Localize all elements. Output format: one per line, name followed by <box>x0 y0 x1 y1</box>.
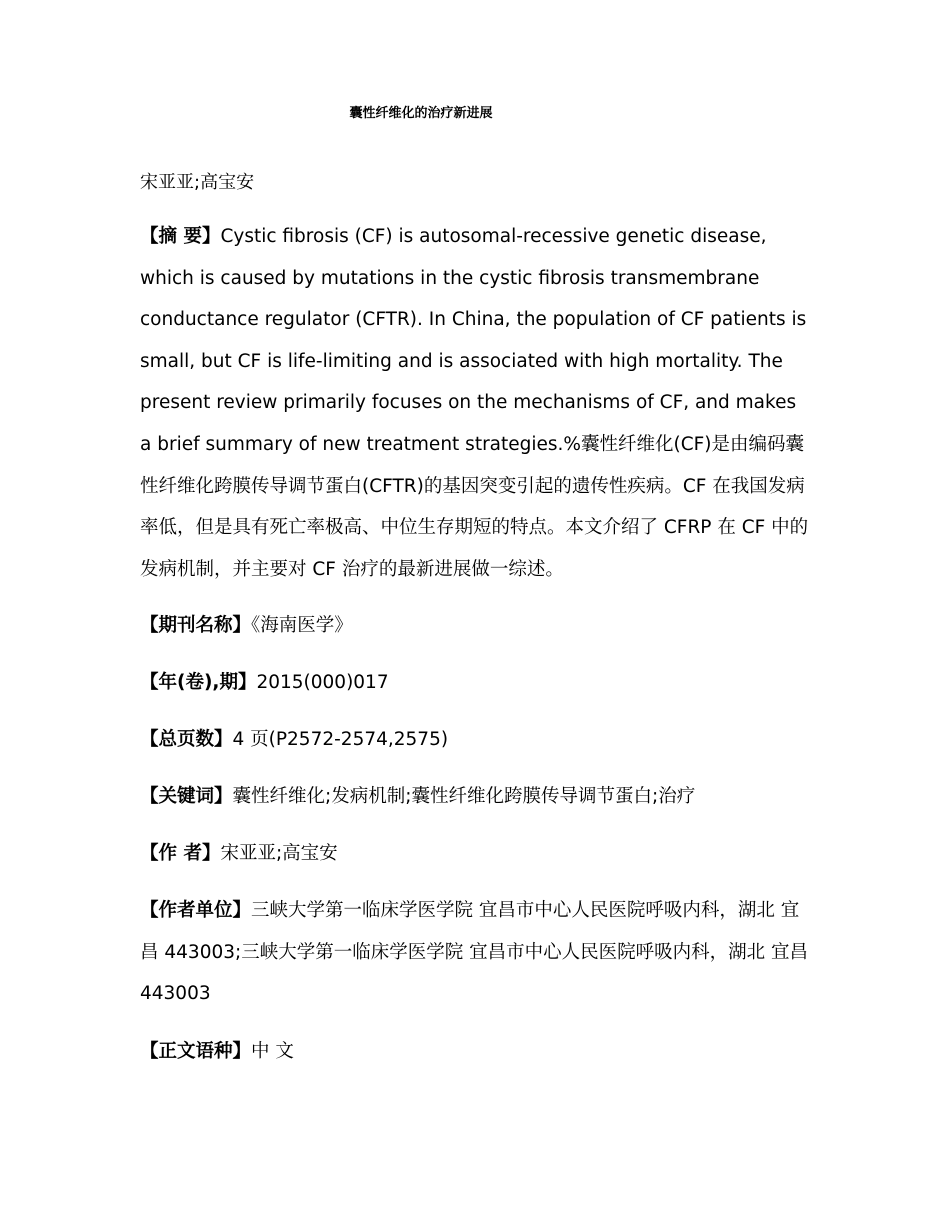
keywords-field <box>140 776 812 818</box>
author-label: 【作 者】 <box>140 843 221 864</box>
language-field <box>140 1031 812 1073</box>
total-pages-field <box>140 719 812 761</box>
year-volume-issue-field <box>140 662 812 704</box>
total-pages-value: 4 页(P2572-2574,2575) <box>232 729 449 750</box>
year-volume-issue-label: 【年(卷),期】 <box>140 672 257 693</box>
journal-label: 【期刊名称】 <box>140 615 252 636</box>
language-value: 中 文 <box>251 1041 294 1062</box>
author-unit-field <box>140 890 812 1015</box>
author-unit-label: 【作者单位】 <box>140 900 252 921</box>
language-label: 【正文语种】 <box>140 1041 252 1062</box>
author-field <box>140 833 812 875</box>
author-value: 宋亚亚;高宝安 <box>220 843 338 864</box>
year-volume-issue-value: 2015(000)017 <box>256 672 389 693</box>
abstract-section <box>140 216 812 590</box>
keywords-label: 【关键词】 <box>140 786 233 807</box>
total-pages-label: 【总页数】 <box>140 729 233 750</box>
authors-line: 宋亚亚;高宝安 <box>140 172 255 193</box>
abstract-text: Cystic fibrosis (CF) is autosomal-recessive genetic disease, which is caused by mutations in the cystic fibrosis transmembrane conductance regulator (CFTR). In China, the population of CF patients is small, but CF is life-limiting and is associated with high mortality. The present review primarily focuses on the mechanisms of CF, and makes a brief summary of new treatment strategies.%囊性纤维化(CF)是由编码囊性纤维化跨膜传导调节蛋白(CFTR)的基因突变引起的遗传性疾病。CF 在我国发病率低，但是具有死亡率极高、中位生存期短的特点。本文介绍了 CFRP 在 CF 中的发病机制，并主要对 CF 治疗的最新进展做一综述。 <box>140 226 809 580</box>
keywords-value: 囊性纤维化;发病机制;囊性纤维化跨膜传导调节蛋白;治疗 <box>232 786 696 807</box>
author-unit-value: 三峡大学第一临床学医学院 宜昌市中心人民医院呼吸内科，湖北 宜昌 443003;三峡大学第一临床学医学院 宜昌市中心人民医院呼吸内科，湖北 宜昌 443003 <box>140 900 808 1005</box>
document-title: 囊性纤维化的治疗新进展 <box>349 106 493 121</box>
journal-value: 《海南医学》 <box>251 615 353 636</box>
abstract-label: 【摘 要】 <box>140 226 221 247</box>
journal-field <box>140 605 812 647</box>
